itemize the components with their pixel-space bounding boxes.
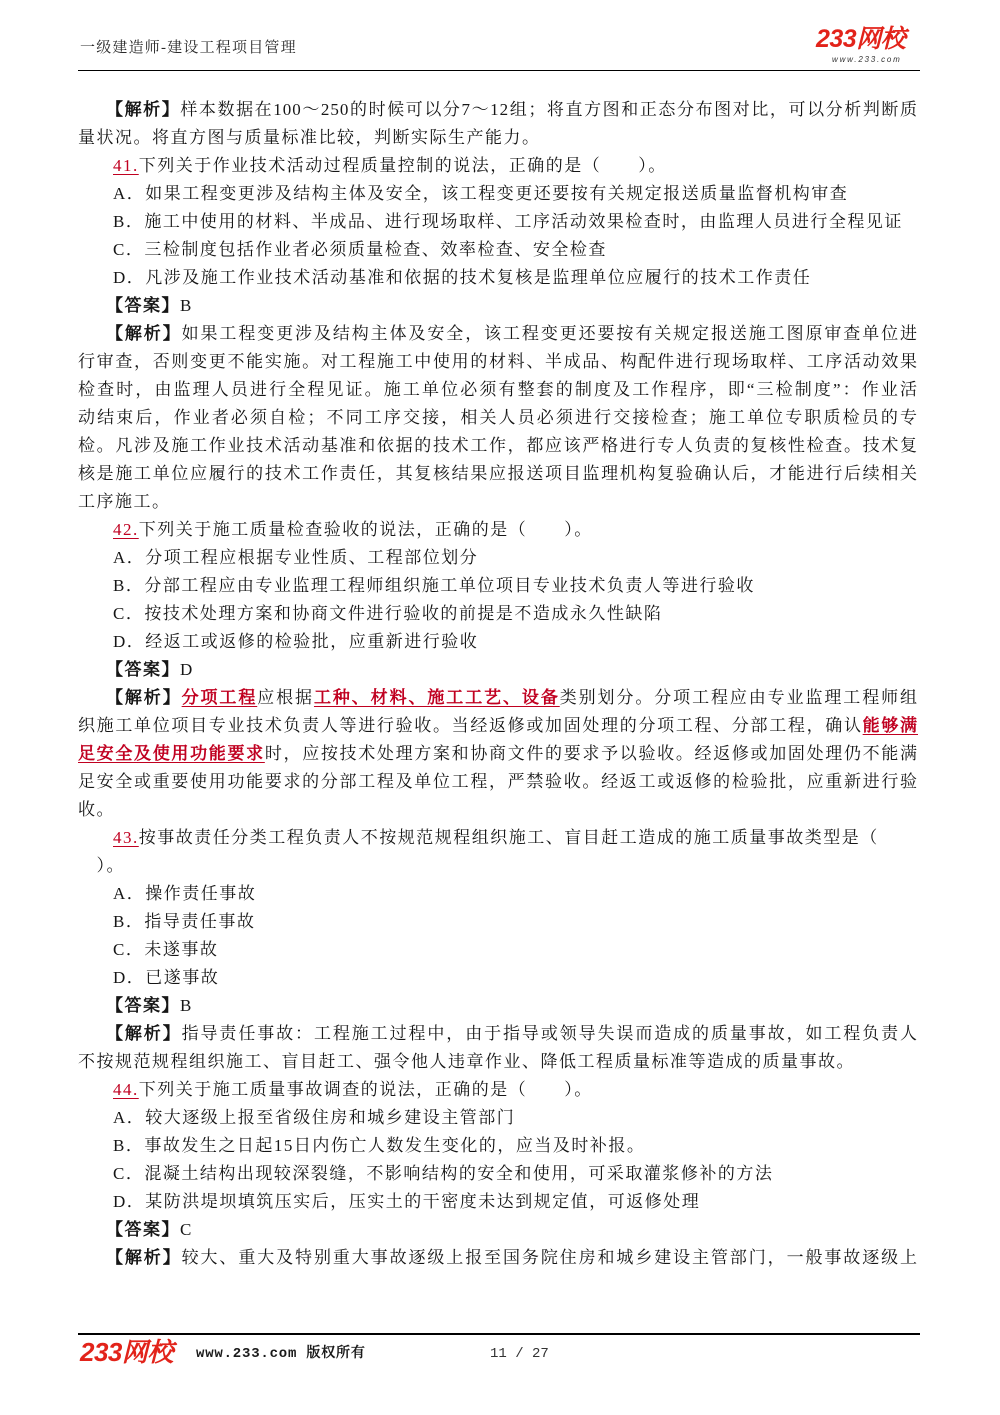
analysis-line: 核是施工单位应履行的技术工作责任，其复核结果应报送项目监理机构复验确认后，才能进行后续相关 bbox=[78, 464, 918, 483]
analysis-line: 量状况。将直方图与质量标准比较，判断实际生产能力。 bbox=[78, 128, 541, 147]
question-stem bbox=[78, 516, 918, 544]
highlight-term: 能够满 bbox=[862, 716, 918, 735]
analysis-line: 工序施工。 bbox=[78, 492, 171, 511]
analysis-text: 类别划分。分项工程应由专业监理工程师组 bbox=[559, 688, 918, 707]
option-b: B．事故发生之日起15日内伤亡人数发生变化的，应当及时补报。 bbox=[113, 1136, 646, 1155]
analysis-text: 样本数据在100～250的时候可以分7～12组；将直方图和正态分布图对比，可以分析判断质 bbox=[180, 100, 918, 119]
answer-value: C bbox=[180, 1220, 193, 1239]
analysis-label: 【解析】 bbox=[106, 688, 182, 707]
option-d: D．某防洪堤坝填筑压实后，压实土的干密度未达到规定值，可返修处理 bbox=[113, 1192, 701, 1211]
analysis-line: 检。凡涉及施工作业技术活动基准和依据的技术工作，都应该严格进行专人负责的复核性检查。技术复 bbox=[78, 436, 918, 455]
analysis-line: 收。 bbox=[78, 800, 115, 819]
option-d: D．经返工或返修的检验批，应重新进行验收 bbox=[113, 632, 479, 651]
analysis-text: 织施工单位项目专业技术负责人等进行验收。当经返修或加固处理的分项工程、分部工程，确认 bbox=[78, 716, 863, 735]
previous-analysis bbox=[78, 96, 918, 152]
brand-logo bbox=[816, 24, 905, 54]
logo-digits: 233 bbox=[816, 25, 857, 53]
stem-text: 下列关于施工质量检查验收的说法，正确的是（ ）。 bbox=[138, 520, 593, 539]
option-a: A．较大逐级上报至省级住房和城乡建设主管部门 bbox=[113, 1108, 516, 1127]
option-b: B．施工中使用的材料、半成品、进行现场取样、工序活动效果检查时，由监理人员进行全程见证 bbox=[113, 212, 903, 231]
question-number: 44. bbox=[113, 1080, 139, 1099]
document-title: 一级建造师-建设工程项目管理 bbox=[80, 40, 297, 56]
analysis-label: 【解析】 bbox=[106, 100, 181, 119]
question-stem bbox=[78, 1076, 918, 1104]
analysis-line: 不按规范规程组织施工、盲目赶工、强令他人违章作业、降低工程质量标准等造成的质量事故。 bbox=[78, 1052, 855, 1071]
question-42 bbox=[78, 516, 918, 824]
answer-value: B bbox=[180, 296, 193, 315]
analysis-text: 指导责任事故：工程施工过程中，由于指导或领导失误而造成的质量事故，如工程负责人 bbox=[181, 1024, 918, 1043]
logo-url: www.233.com bbox=[832, 55, 902, 64]
logo-name: 网校 bbox=[856, 25, 906, 53]
answer-line bbox=[78, 992, 918, 1020]
question-stem bbox=[78, 824, 918, 852]
highlight-term: 工种、材料、施工工艺、设备 bbox=[313, 688, 560, 707]
analysis-line bbox=[78, 320, 918, 348]
analysis-label: 【解析】 bbox=[106, 1024, 182, 1043]
analysis-text: 应根据 bbox=[257, 688, 314, 707]
answer-value: B bbox=[180, 996, 193, 1015]
answer-label: 【答案】 bbox=[106, 660, 180, 679]
analysis-line: 动结束后，作业者必须自检；不同工序交接，相关人员必须进行交接检查；施工单位专职质检员的专 bbox=[78, 408, 918, 427]
analysis-line bbox=[78, 684, 918, 712]
footer-logo-digits: 233 bbox=[80, 1337, 122, 1367]
option-b: B．指导责任事故 bbox=[113, 912, 256, 931]
answer-line bbox=[78, 656, 918, 684]
option-c: C．按技术处理方案和协商文件进行验收的前提是不造成永久性缺陷 bbox=[113, 604, 663, 623]
question-number: 43. bbox=[113, 828, 139, 847]
copyright-text: 版权所有 bbox=[306, 1346, 366, 1362]
option-c: C．混凝土结构出现较深裂缝，不影响结构的安全和使用，可采取灌浆修补的方法 bbox=[113, 1164, 774, 1183]
analysis-line: 足安全或重要使用功能要求的分部工程及单位工程，严禁验收。经返工或返修的检验批，应重新进行验 bbox=[78, 772, 918, 791]
analysis-line bbox=[78, 712, 918, 740]
question-number: 42. bbox=[113, 520, 139, 539]
analysis-line: 行审查，否则变更不能实施。对工程施工中使用的材料、半成品、构配件进行现场取样、工序活动效果 bbox=[78, 352, 918, 371]
answer-label: 【答案】 bbox=[106, 1220, 180, 1239]
answer-label: 【答案】 bbox=[106, 996, 180, 1015]
stem-text: 下列关于施工质量事故调查的说法，正确的是（ ）。 bbox=[138, 1080, 593, 1099]
answer-label: 【答案】 bbox=[106, 296, 180, 315]
analysis-line bbox=[78, 1244, 918, 1272]
site-url: www.233.com bbox=[196, 1346, 298, 1362]
option-a: A．分项工程应根据专业性质、工程部位划分 bbox=[113, 548, 479, 567]
question-44 bbox=[78, 1076, 918, 1272]
footer-copyright bbox=[196, 1343, 366, 1365]
analysis-text: 较大、重大及特别重大事故逐级上报至国务院住房和城乡建设主管部门，一般事故逐级上 bbox=[181, 1248, 918, 1267]
footer-divider bbox=[78, 1333, 920, 1335]
option-d: D．已遂事故 bbox=[113, 968, 220, 987]
question-43 bbox=[78, 824, 918, 1076]
document-body bbox=[78, 96, 918, 1272]
highlight-term: 分项工程 bbox=[181, 688, 258, 707]
analysis-text: 如果工程变更涉及结构主体及安全，该工程变更还要按有关规定报送施工图原审查单位进 bbox=[181, 324, 918, 343]
analysis-line: 检查时，由监理人员进行全程见证。施工单位必须有整套的制度及工作程序，即“三检制度”：作业活 bbox=[78, 380, 918, 399]
analysis-label: 【解析】 bbox=[106, 1248, 182, 1267]
question-stem-continued: ）。 bbox=[78, 856, 125, 875]
analysis-line bbox=[78, 740, 918, 768]
answer-line bbox=[78, 1216, 918, 1244]
page-number: 11 / 27 bbox=[490, 1346, 549, 1362]
option-c: C．未遂事故 bbox=[113, 940, 219, 959]
answer-value: D bbox=[180, 660, 194, 679]
stem-text: 下列关于作业技术活动过程质量控制的说法，正确的是（ ）。 bbox=[138, 156, 667, 175]
header-divider bbox=[78, 70, 920, 71]
footer-logo-name: 网校 bbox=[121, 1337, 173, 1367]
option-c: C．三检制度包括作业者必须质量检查、效率检查、安全检查 bbox=[113, 240, 607, 259]
analysis-text: 时，应按技术处理方案和协商文件的要求予以验收。经返修或加固处理仍不能满 bbox=[264, 744, 918, 763]
option-b: B．分部工程应由专业监理工程师组织施工单位项目专业技术负责人等进行验收 bbox=[113, 576, 755, 595]
analysis-line bbox=[78, 96, 918, 124]
option-d: D．凡涉及施工作业技术活动基准和依据的技术复核是监理单位应履行的技术工作责任 bbox=[113, 268, 812, 287]
analysis-label: 【解析】 bbox=[106, 324, 182, 343]
answer-line bbox=[78, 292, 918, 320]
analysis-line bbox=[78, 1020, 918, 1048]
stem-text: 按事故责任分类工程负责人不按规范规程组织施工、盲目赶工造成的施工质量事故类型是（ bbox=[138, 828, 879, 847]
highlight-term: 足安全及使用功能要求 bbox=[78, 744, 265, 763]
footer-logo bbox=[80, 1336, 173, 1368]
option-a: A．如果工程变更涉及结构主体及安全，该工程变更还要按有关规定报送质量监督机构审查 bbox=[113, 184, 849, 203]
question-stem bbox=[78, 152, 918, 180]
question-41 bbox=[78, 152, 918, 516]
question-number: 41. bbox=[113, 156, 139, 175]
option-a: A．操作责任事故 bbox=[113, 884, 257, 903]
